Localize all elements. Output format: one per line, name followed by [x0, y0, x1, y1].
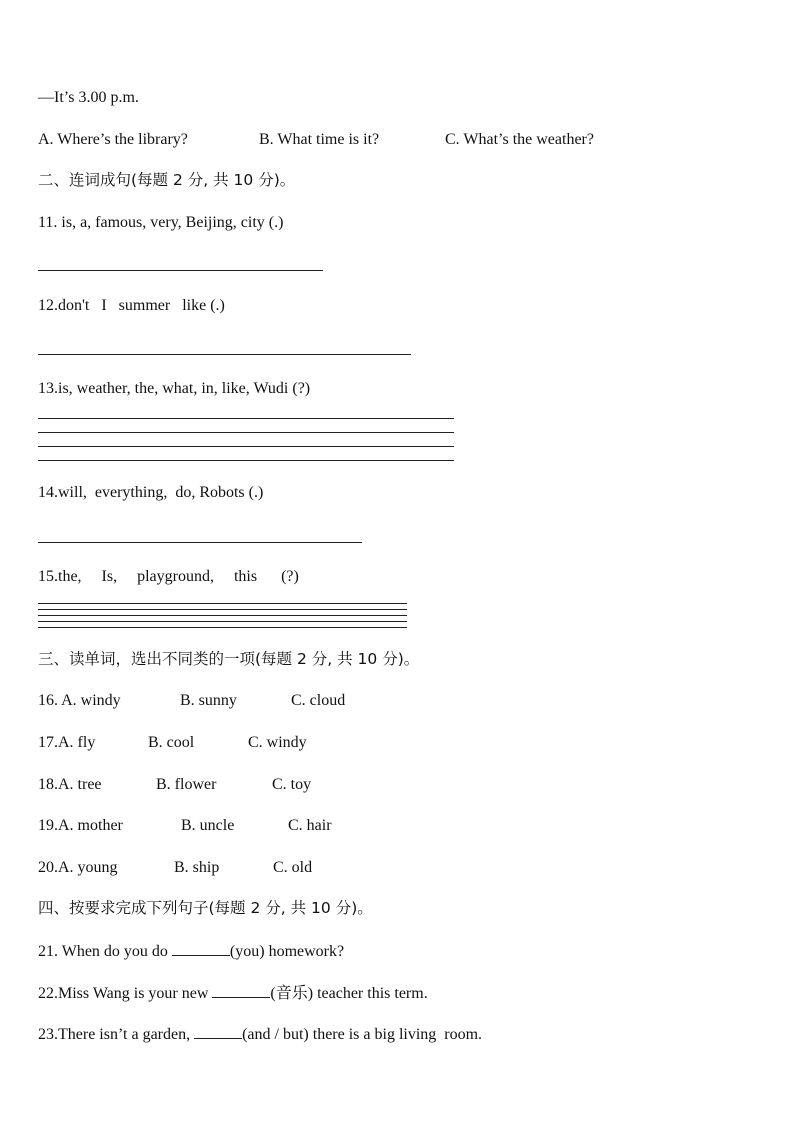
option-text: A. windy: [58, 692, 121, 709]
question-text: is, weather, the, what, in, like, Wudi (?): [58, 380, 311, 397]
option-c: C. windy: [248, 734, 307, 751]
question-number: 20.: [38, 859, 58, 876]
question-21: [38, 941, 344, 962]
option-a: [38, 733, 148, 753]
question-number: 22.: [38, 985, 58, 1002]
question-number: 16.: [38, 692, 58, 709]
question-number: 19.: [38, 817, 58, 834]
option-text: A. young: [58, 859, 118, 876]
answer-rule[interactable]: [38, 627, 407, 628]
option-c: C. What’s the weather?: [445, 131, 594, 148]
answer-rule[interactable]: [38, 460, 454, 461]
question-text: will, everything, do, Robots (.): [58, 484, 264, 501]
answer-rule[interactable]: [38, 615, 407, 616]
question-14: [38, 483, 263, 503]
fill-blank[interactable]: [194, 1024, 242, 1039]
question-23: [38, 1024, 482, 1045]
option-b: B. ship: [174, 859, 220, 876]
section-4-heading: 四、按要求完成下列句子(每题 2 分, 共 10 分)。: [38, 899, 373, 917]
option-text: A. tree: [58, 776, 102, 793]
option-b: B. uncle: [181, 817, 235, 834]
answer-rule[interactable]: [38, 354, 411, 355]
question-22: [38, 983, 428, 1004]
question-number: 18.: [38, 776, 58, 793]
question-15: [38, 567, 299, 587]
question-number: 15.: [38, 568, 58, 585]
question-number: 23.: [38, 1026, 58, 1043]
question-text: There isn’t a garden,: [58, 1026, 195, 1043]
answer-rule[interactable]: [38, 446, 454, 447]
option-a: [38, 775, 156, 795]
question-number: 12.: [38, 297, 58, 314]
question-number: 17.: [38, 734, 58, 751]
question-number: 13.: [38, 380, 58, 397]
answer-rule[interactable]: [38, 270, 323, 271]
answer-rule[interactable]: [38, 603, 407, 604]
question-16: [38, 691, 345, 711]
question-text: When do you do: [58, 943, 172, 960]
option-a: [38, 858, 174, 878]
section-2-heading: 二、连词成句(每题 2 分, 共 10 分)。: [38, 171, 296, 189]
answer-rule[interactable]: [38, 418, 454, 419]
question-text: is, a, famous, very, Beijing, city (.): [57, 214, 284, 231]
answer-rule[interactable]: [38, 432, 454, 433]
question-13: [38, 379, 310, 399]
question-number: 11.: [38, 214, 58, 231]
answer-rule[interactable]: [38, 609, 407, 610]
question-text: (and / but) there is a big living room.: [242, 1026, 483, 1043]
question-number: 14.: [38, 484, 58, 501]
answer-rule[interactable]: [38, 542, 362, 543]
option-b: B. What time is it?: [259, 131, 380, 148]
question-11: [38, 213, 283, 233]
question-text: (you) homework?: [229, 943, 345, 960]
question-17: [38, 733, 307, 753]
option-c: C. old: [273, 859, 313, 876]
option-a: [38, 691, 180, 711]
answer-line: —It’s 3.00 p.m.: [38, 89, 139, 106]
option-c: C. toy: [272, 776, 312, 793]
question-18: [38, 775, 311, 795]
question-12: [38, 296, 225, 316]
option-text: A. fly: [58, 734, 96, 751]
option-b: B. cool: [148, 734, 195, 751]
question-19: [38, 816, 332, 836]
question-text: the, Is, playground, this (?): [58, 568, 299, 585]
section-3-heading: 三、读单词，选出不同类的一项(每题 2 分, 共 10 分)。: [38, 650, 420, 668]
option-b: B. sunny: [180, 692, 237, 709]
option-text: A. mother: [58, 817, 123, 834]
option-c: C. cloud: [291, 692, 346, 709]
fill-blank[interactable]: [172, 941, 230, 956]
option-c: C. hair: [288, 817, 332, 834]
question-20: [38, 858, 312, 878]
question-text: (音乐) teacher this term.: [270, 985, 428, 1002]
question-number: 21.: [38, 943, 58, 960]
option-b: B. flower: [156, 776, 217, 793]
question-text: don't I summer like (.): [58, 297, 225, 314]
question-text: Miss Wang is your new: [58, 985, 213, 1002]
fill-blank[interactable]: [212, 983, 270, 998]
answer-rule[interactable]: [38, 621, 407, 622]
option-a: A. Where’s the library?: [38, 131, 188, 148]
option-a: [38, 816, 181, 836]
q10-options: [38, 130, 594, 150]
